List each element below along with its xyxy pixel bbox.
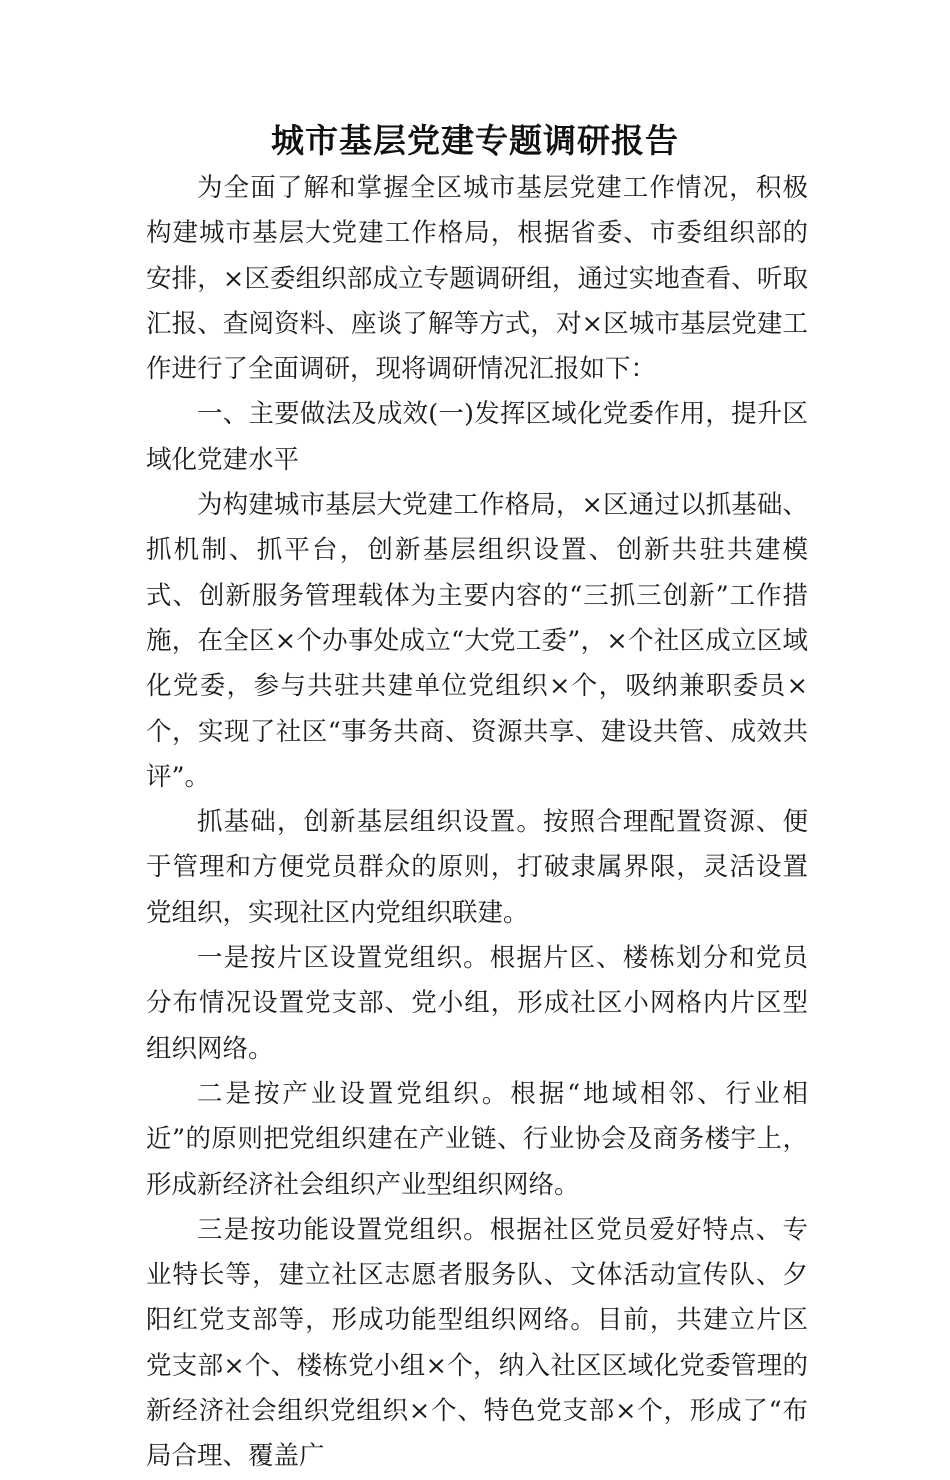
document-title: 城市基层党建专题调研报告 xyxy=(271,121,679,160)
paragraph-point-three: 三是按功能设置党组织。根据社区党员爱好特点、专业特长等，建立社区志愿者服务队、文体活动宣传队、夕阳红党支部等，形成功能型组织网络。目前，共建立片区党支部×个、楼栋党小组×个，纳入社区区域化党委管理的新经济社会组织党组织×个、特色党支部×个，形成了“布局合理、覆盖广 xyxy=(146,1214,808,1472)
paragraph-overview: 为构建城市基层大党建工作格局，×区通过以抓基础、抓机制、抓平台，创新基层组织设置、创新共驻共建模式、创新服务管理载体为主要内容的“三抓三创新”工作措施，在全区×个办事处成立“大党工委”，×个社区成立区域化党委，参与共驻共建单位党组织×个，吸纳兼职委员×个，实现了社区“事务共商、资源共享、建设共管、成效共评”。 xyxy=(146,490,808,792)
paragraph-intro: 为全面了解和掌握全区城市基层党建工作情况，积极构建城市基层大党建工作格局，根据省委、市委组织部的安排，×区委组织部成立专题调研组，通过实地查看、听取汇报、查阅资料、座谈了解等方式，对×区城市基层党建工作进行了全面调研，现将调研情况汇报如下： xyxy=(146,173,808,385)
paragraph-foundation: 抓基础，创新基层组织设置。按照合理配置资源、便于管理和方便党员群众的原则，打破隶属界限，灵活设置党组织，实现社区内党组织联建。 xyxy=(146,807,808,928)
document-body xyxy=(146,166,808,1480)
paragraph-section-heading: 一、主要做法及成效(一)发挥区域化党委作用，提升区域化党建水平 xyxy=(146,399,808,475)
paragraph-point-one: 一是按片区设置党组织。根据片区、楼栋划分和党员分布情况设置党支部、党小组，形成社区小网格内片区型组织网络。 xyxy=(146,943,808,1064)
paragraph-point-two: 二是按产业设置党组织。根据“地域相邻、行业相近”的原则把党组织建在产业链、行业协会及商务楼宇上，形成新经济社会组织产业型组织网络。 xyxy=(146,1078,808,1200)
